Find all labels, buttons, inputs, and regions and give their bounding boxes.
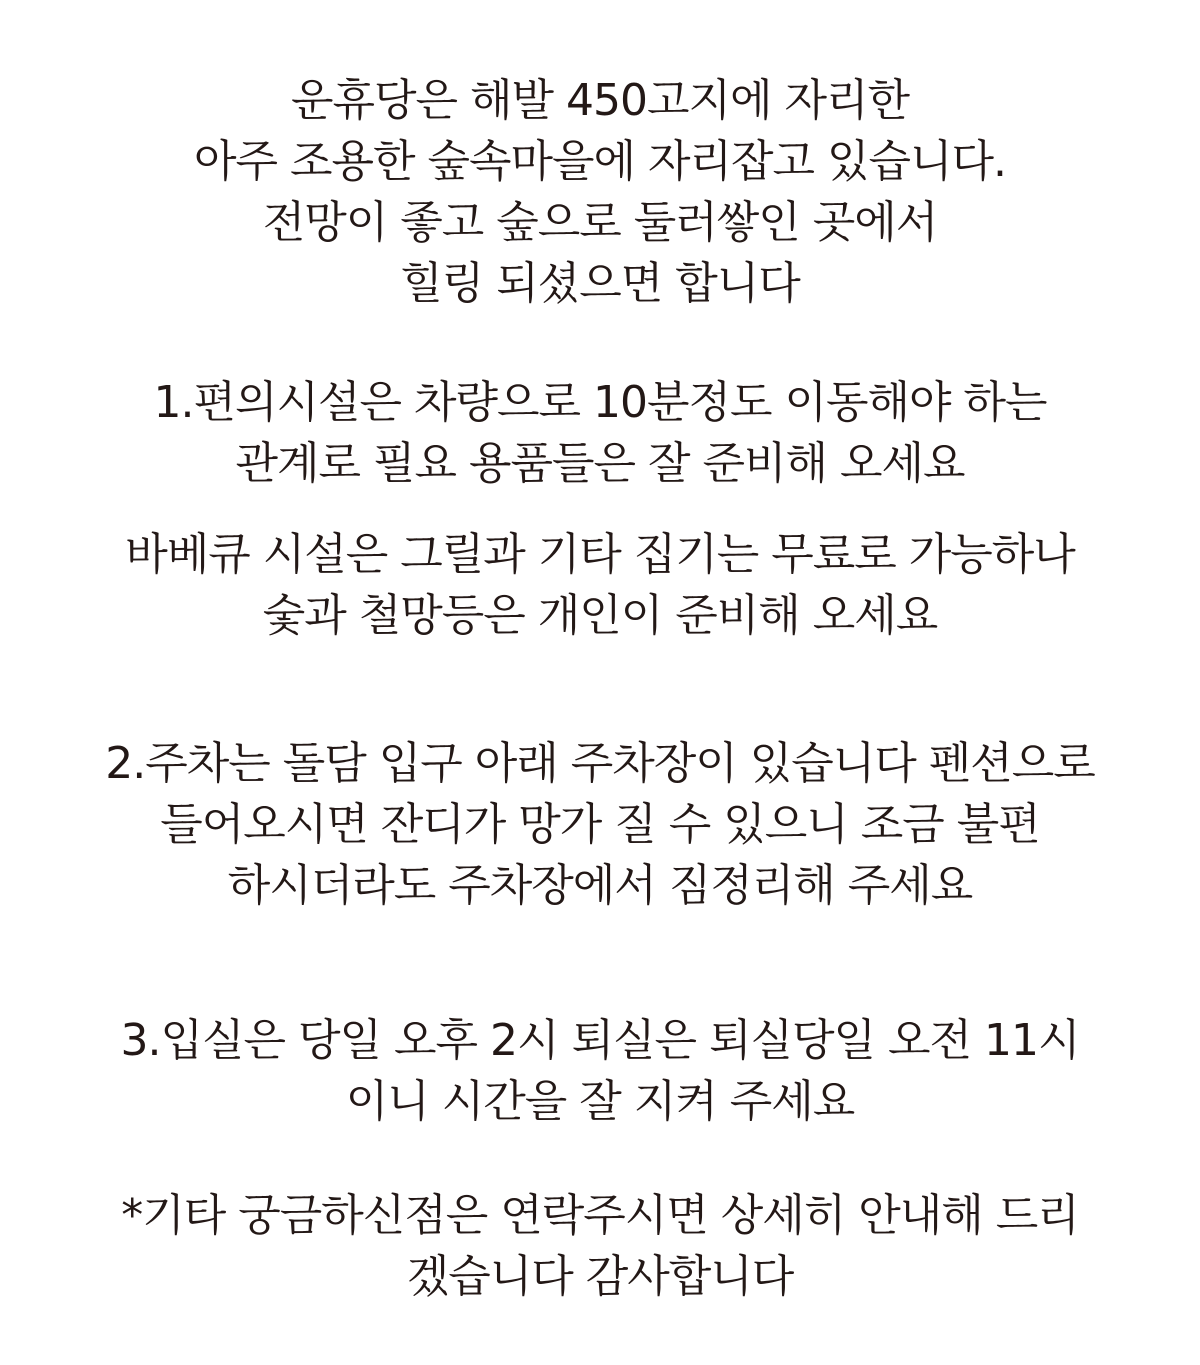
convenience-line: 1.편의시설은 차량으로 10분정도 이동해야 하는 [153, 377, 1047, 428]
intro-line: 힐링 되셨으면 합니다 [400, 258, 800, 309]
checkin-notice [0, 1010, 1200, 1132]
intro-paragraph [0, 70, 1200, 314]
contact-notice [0, 1185, 1200, 1307]
checkin-line: 이니 시간을 잘 지켜 주세요 [345, 1076, 855, 1127]
intro-line: 운휴당은 해발 450고지에 자리한 [291, 75, 909, 126]
bbq-notice [0, 524, 1200, 646]
contact-line: 겠습니다 감사합니다 [406, 1251, 794, 1302]
intro-line: 아주 조용한 숲속마을에 자리잡고 있습니다. [193, 136, 1006, 187]
parking-line: 2.주차는 돌담 입구 아래 주차장이 있습니다 펜션으로 [105, 738, 1095, 789]
convenience-line: 관계로 필요 용품들은 잘 준비해 오세요 [235, 438, 965, 489]
bbq-line: 숯과 철망등은 개인이 준비해 오세요 [262, 590, 938, 641]
bbq-line: 바베큐 시설은 그릴과 기타 집기는 무료로 가능하나 [125, 529, 1075, 580]
contact-line: *기타 궁금하신점은 연락주시면 상세히 안내해 드리 [121, 1190, 1079, 1241]
convenience-notice [0, 372, 1200, 494]
parking-line: 들어오시면 잔디가 망가 질 수 있으니 조금 불편 [160, 799, 1040, 850]
parking-notice [0, 733, 1200, 916]
intro-line: 전망이 좋고 숲으로 둘러쌓인 곳에서 [262, 197, 938, 248]
parking-line: 하시더라도 주차장에서 짐정리해 주세요 [227, 860, 973, 911]
checkin-line: 3.입실은 당일 오후 2시 퇴실은 퇴실당일 오전 11시 [120, 1015, 1080, 1066]
